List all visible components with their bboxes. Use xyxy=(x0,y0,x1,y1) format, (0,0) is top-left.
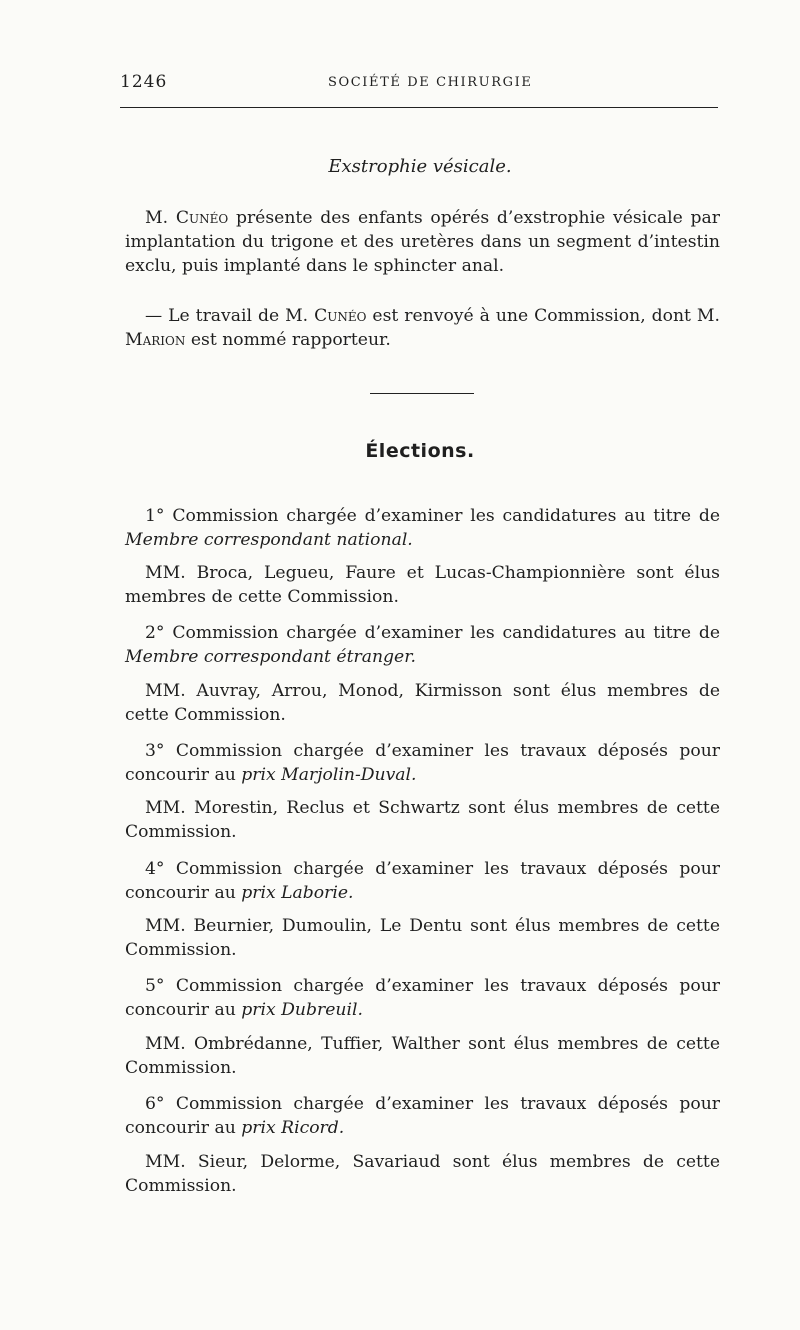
commission-members: MM. Morestin, Reclus et Schwartz sont élus membres de cette Commission. xyxy=(125,798,720,842)
author-name: Cunéo xyxy=(314,306,367,326)
running-title: SOCIÉTÉ DE CHIRURGIE xyxy=(328,75,533,90)
section-title-exstrophie: Exstrophie vésicale. xyxy=(328,156,512,177)
commission-members: MM. Broca, Legueu, Faure et Lucas-Championnière sont élus membres de cette Commission. xyxy=(125,563,720,607)
author-name: Cunéo xyxy=(175,208,229,228)
header-rule xyxy=(120,107,718,108)
elections-title: Élections. xyxy=(365,440,475,462)
page-header xyxy=(120,72,720,96)
commission-item: 5° Commission chargée d’examiner les travaux déposés pour concourir au prix Dubreuil. xyxy=(125,976,720,1020)
commission-item: 2° Commission chargée d’examiner les candidatures au titre de Membre correspondant étranger. xyxy=(125,623,720,667)
page-number: 1246 xyxy=(120,72,168,92)
commission-members: MM. Auvray, Arrou, Monod, Kirmisson sont élus membres de cette Commission. xyxy=(125,681,720,725)
commission-item: 4° Commission chargée d’examiner les travaux déposés pour concourir au prix Laborie. xyxy=(125,859,720,903)
commission-members: MM. Sieur, Delorme, Savariaud sont élus membres de cette Commission. xyxy=(125,1152,720,1196)
paragraph-commission-referral: — Le travail de M. Cunéo est renvoyé à une Commission, dont M. Marion est nommé rapporteur. xyxy=(125,306,720,350)
commission-members: MM. Beurnier, Dumoulin, Le Dentu sont élus membres de cette Commission. xyxy=(125,916,720,960)
paragraph-cuneo-presentation: M. Cunéo présente des enfants opérés d’exstrophie vésicale par implantation du trigone et des uretères dans un segment d’intestin exclu, puis implanté dans le sphincter anal. xyxy=(125,208,720,276)
rapporteur-name: Marion xyxy=(125,330,186,350)
commission-item: 6° Commission chargée d’examiner les travaux déposés pour concourir au prix Ricord. xyxy=(125,1094,720,1138)
commission-members: MM. Ombrédanne, Tuffier, Walther sont élus membres de cette Commission. xyxy=(125,1034,720,1078)
commission-item: 3° Commission chargée d’examiner les travaux déposés pour concourir au prix Marjolin-Duval. xyxy=(125,741,720,785)
commission-item: 1° Commission chargée d’examiner les candidatures au titre de Membre correspondant national. xyxy=(125,506,720,550)
section-divider xyxy=(370,393,474,394)
